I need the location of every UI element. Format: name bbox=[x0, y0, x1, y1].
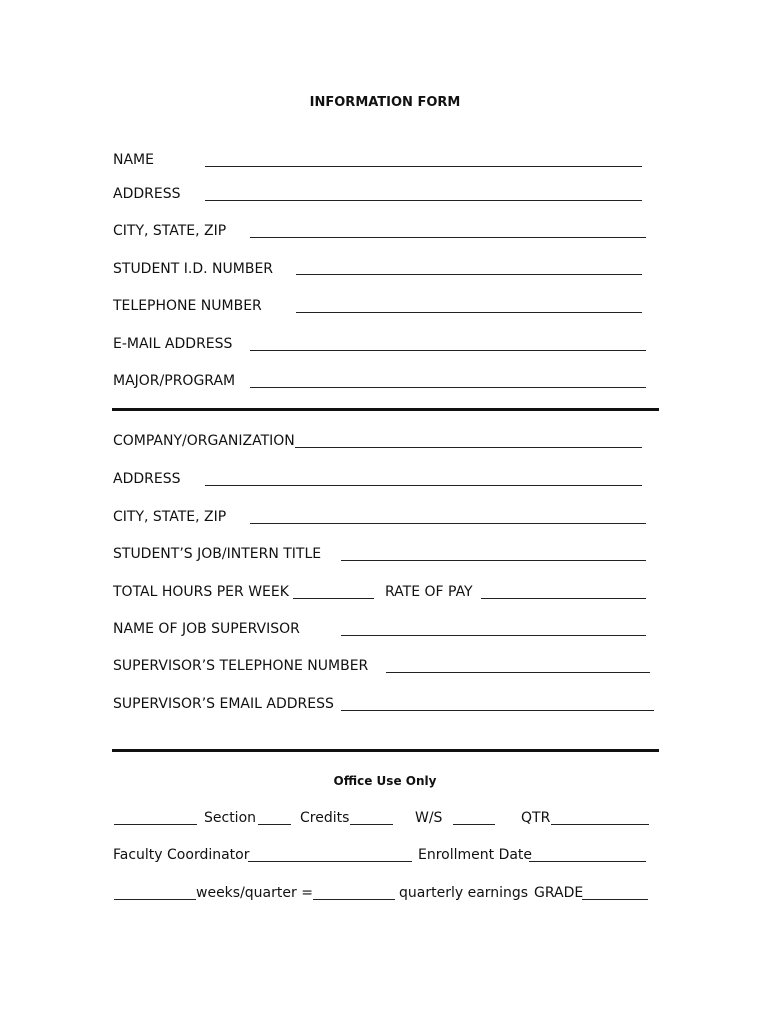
city-state-zip-field[interactable] bbox=[250, 237, 646, 238]
qtr-label: QTR bbox=[521, 810, 551, 826]
qtr-field[interactable] bbox=[551, 824, 649, 825]
enrollment-date-field[interactable] bbox=[529, 861, 646, 862]
section-divider bbox=[112, 408, 659, 411]
company-address-label: ADDRESS bbox=[113, 471, 181, 487]
ws-label: W/S bbox=[415, 810, 443, 826]
address-label: ADDRESS bbox=[113, 186, 181, 202]
section-divider-office bbox=[112, 749, 659, 752]
student-id-label: STUDENT I.D. NUMBER bbox=[113, 261, 274, 277]
grade-label: GRADE bbox=[534, 885, 584, 901]
rate-of-pay-label: RATE OF PAY bbox=[385, 584, 473, 600]
rate-of-pay-field[interactable] bbox=[481, 598, 646, 599]
supervisor-name-field[interactable] bbox=[341, 635, 646, 636]
name-label: NAME bbox=[113, 152, 154, 168]
quarterly-earnings-label: quarterly earnings bbox=[399, 885, 529, 901]
student-id-field[interactable] bbox=[296, 274, 642, 275]
company-city-field[interactable] bbox=[250, 523, 646, 524]
office-blank-field[interactable] bbox=[114, 824, 197, 825]
telephone-field[interactable] bbox=[296, 312, 642, 313]
name-field[interactable] bbox=[205, 166, 642, 167]
faculty-coordinator-field[interactable] bbox=[248, 861, 412, 862]
major-program-field[interactable] bbox=[250, 387, 646, 388]
weeks-quarter-label: weeks/quarter = bbox=[196, 885, 313, 901]
company-label: COMPANY/ORGANIZATION bbox=[113, 433, 295, 449]
address-field[interactable] bbox=[205, 200, 642, 201]
supervisor-name-label: NAME OF JOB SUPERVISOR bbox=[113, 621, 300, 637]
supervisor-phone-label: SUPERVISOR’S TELEPHONE NUMBER bbox=[113, 658, 369, 674]
office-use-title: Office Use Only bbox=[333, 774, 437, 788]
supervisor-email-field[interactable] bbox=[341, 710, 654, 711]
quarterly-earnings-field[interactable] bbox=[313, 899, 395, 900]
grade-field[interactable] bbox=[582, 899, 648, 900]
form-title: INFORMATION FORM bbox=[309, 95, 461, 110]
hours-per-week-label: TOTAL HOURS PER WEEK bbox=[113, 584, 289, 600]
company-address-field[interactable] bbox=[205, 485, 642, 486]
supervisor-email-label: SUPERVISOR’S EMAIL ADDRESS bbox=[113, 696, 334, 712]
weeks-field[interactable] bbox=[114, 899, 196, 900]
hours-per-week-field[interactable] bbox=[293, 598, 374, 599]
ws-field[interactable] bbox=[453, 824, 495, 825]
company-city-label: CITY, STATE, ZIP bbox=[113, 509, 227, 525]
email-label: E-MAIL ADDRESS bbox=[113, 336, 233, 352]
company-field[interactable] bbox=[295, 447, 642, 448]
enrollment-date-label: Enrollment Date bbox=[418, 847, 533, 863]
faculty-coordinator-label: Faculty Coordinator bbox=[113, 847, 250, 863]
city-state-zip-label: CITY, STATE, ZIP bbox=[113, 223, 227, 239]
section-field[interactable] bbox=[258, 824, 291, 825]
telephone-label: TELEPHONE NUMBER bbox=[113, 298, 262, 314]
credits-field[interactable] bbox=[350, 824, 393, 825]
supervisor-phone-field[interactable] bbox=[386, 672, 650, 673]
job-title-field[interactable] bbox=[341, 560, 646, 561]
major-program-label: MAJOR/PROGRAM bbox=[113, 373, 236, 389]
email-field[interactable] bbox=[250, 350, 646, 351]
credits-label: Credits bbox=[300, 810, 350, 826]
section-label: Section bbox=[204, 810, 257, 826]
job-title-label: STUDENT’S JOB/INTERN TITLE bbox=[113, 546, 322, 562]
